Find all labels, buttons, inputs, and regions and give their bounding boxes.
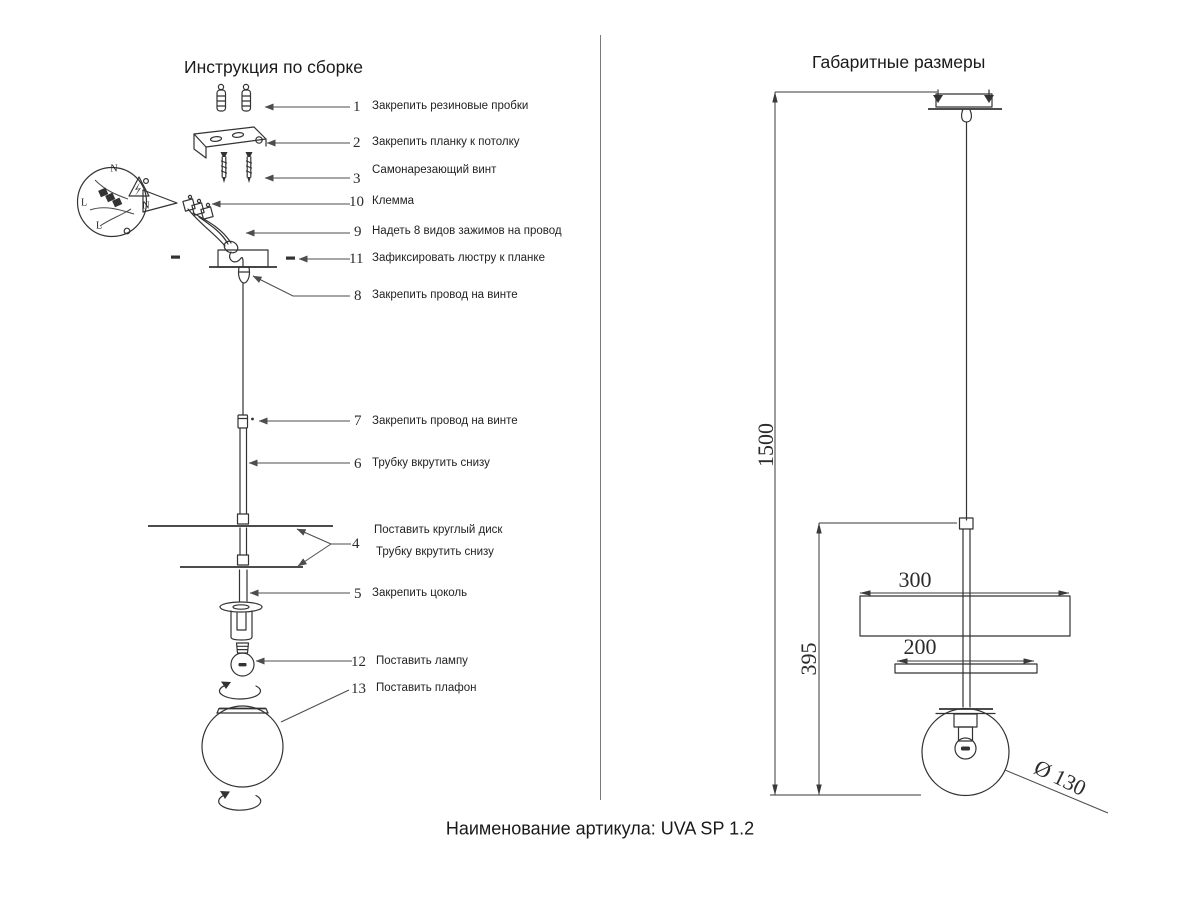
step-label: Закрепить цоколь <box>372 587 468 599</box>
cord-clamp <box>222 239 243 267</box>
step-label: Поставить лампу <box>376 655 468 667</box>
step-number: 7 <box>354 413 362 429</box>
terminal-block <box>183 195 231 246</box>
dim-shade-diameter: Ø 130 <box>1030 754 1091 801</box>
rotate-arrow-icon <box>219 682 260 699</box>
article-name: Наименование артикула: UVA SP 1.2 <box>445 818 755 839</box>
rotate-arrow-icon <box>219 791 261 810</box>
large-disc <box>860 596 1070 636</box>
dim-small-disc: 200 <box>903 634 937 659</box>
step-number: 1 <box>353 99 361 115</box>
ceiling-cup <box>171 250 295 283</box>
right-section-title: Габаритные размеры <box>812 52 986 72</box>
small-disc <box>895 664 1037 673</box>
step-label: Поставить плафон <box>376 682 477 694</box>
ceiling-mount <box>928 90 1002 122</box>
step-label: Клемма <box>372 195 415 207</box>
step-label: Закрепить планку к потолку <box>372 136 520 148</box>
right-diagram-art <box>600 0 1200 900</box>
dimension-lines <box>770 92 1108 813</box>
detail-letter-l: L <box>95 220 103 232</box>
step-label: Закрепить провод на винте <box>372 289 518 301</box>
step-number: 3 <box>353 171 361 187</box>
mounting-bracket <box>194 127 266 158</box>
step-number: 9 <box>354 224 362 240</box>
step-number: 5 <box>354 586 362 602</box>
wire-lock <box>238 415 254 428</box>
step-label: Надеть 8 видов зажимов на провод <box>372 225 562 237</box>
dim-lower-height: 395 <box>796 642 821 676</box>
dim-total-height: 1500 <box>753 423 778 467</box>
lamp-socket <box>220 602 262 640</box>
step-number: 12 <box>351 654 366 670</box>
step-label: Самонарезающий винт <box>372 164 497 176</box>
detail-letter-l: L <box>80 197 88 209</box>
step-number: 6 <box>354 456 362 472</box>
self-tapping-screws <box>221 152 253 183</box>
step-number: 8 <box>354 288 362 304</box>
step-label: Закрепить резиновые пробки <box>372 100 529 112</box>
step-number: 4 <box>352 536 360 552</box>
step-label: Трубку вкрутить снизу <box>372 457 490 469</box>
step-label: Закрепить провод на винте <box>372 415 518 427</box>
leader-lines <box>212 107 352 722</box>
step-label: Зафиксировать люстру к планке <box>372 252 545 264</box>
left-section-title: Инструкция по сборке <box>184 57 363 77</box>
step-label: Поставить круглый диск <box>374 524 503 536</box>
step-number: 11 <box>349 251 364 267</box>
glass-sphere <box>202 706 283 787</box>
lamp-bulb <box>231 643 254 676</box>
step-number: 13 <box>351 681 366 697</box>
stem-tube <box>960 518 974 707</box>
step-label: Трубку вкрутить снизу <box>376 546 494 558</box>
step-number: 2 <box>353 135 361 151</box>
detail-letter-n: N <box>142 200 150 212</box>
section-divider <box>600 35 601 800</box>
dim-large-disc: 300 <box>898 567 932 592</box>
wiring-detail-callout <box>78 168 178 237</box>
stem-tube <box>148 428 333 601</box>
step-number: 10 <box>349 194 364 210</box>
glass-sphere <box>922 709 1009 796</box>
rubber-plugs <box>217 84 251 111</box>
detail-letter-n: N <box>110 163 118 175</box>
